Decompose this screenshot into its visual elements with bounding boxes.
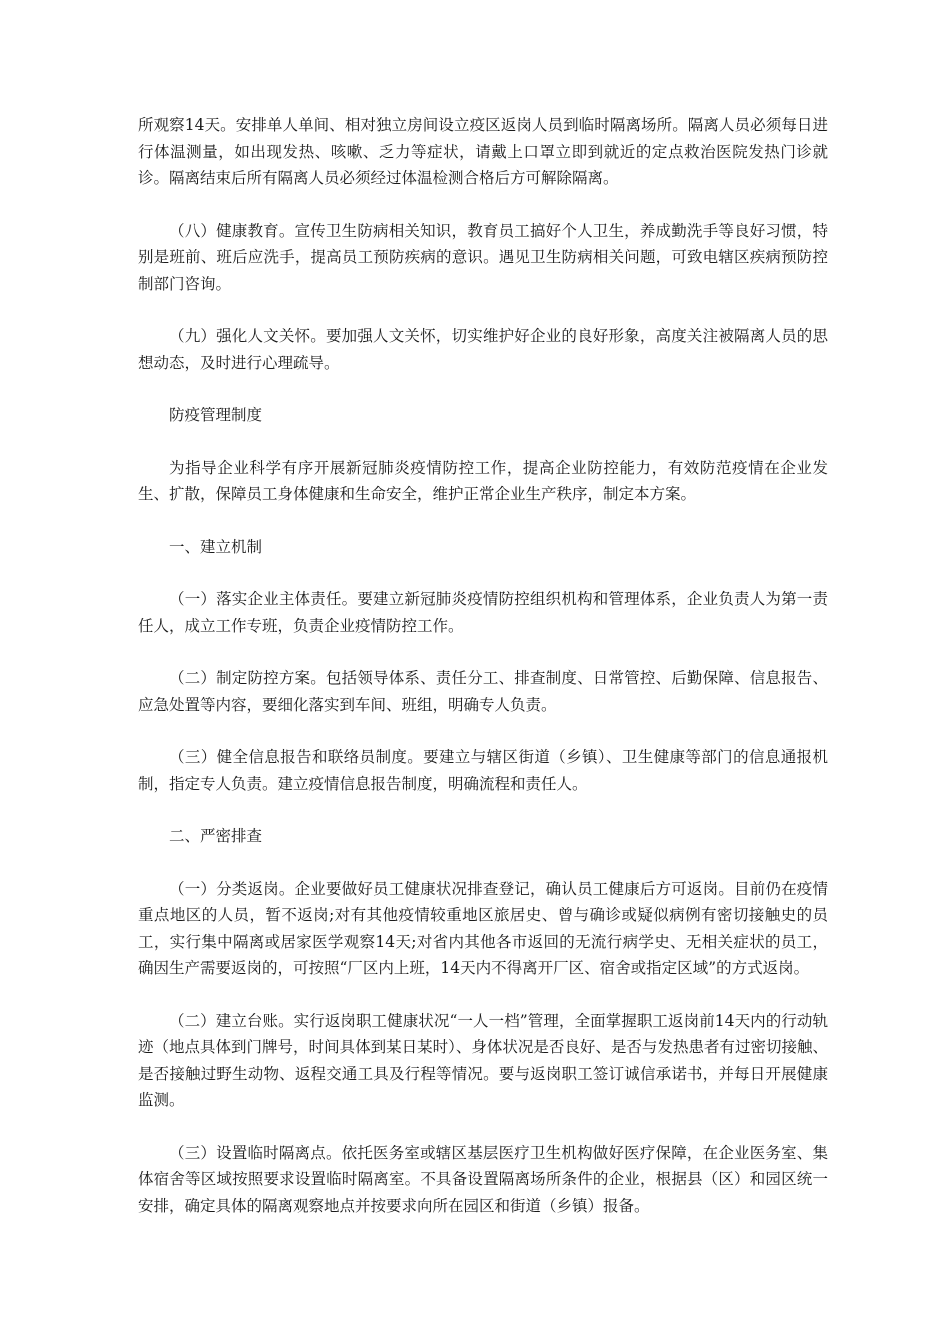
body-paragraph: （二）制定防控方案。包括领导体系、责任分工、排查制度、日常管控、后勤保障、信息报告、应急处置等内容，要细化落实到车间、班组，明确专人负责。 xyxy=(138,669,828,714)
section-heading: 二、严密排查 xyxy=(169,827,263,845)
body-paragraph: （九）强化人文关怀。要加强人文关怀，切实维护好企业的良好形象，高度关注被隔离人员的思想动态，及时进行心理疏导。 xyxy=(138,327,828,372)
document-page xyxy=(138,112,828,1245)
section-heading: 一、建立机制 xyxy=(169,537,263,556)
body-paragraph: （三）设置临时隔离点。依托医务室或辖区基层医疗卫生机构做好医疗保障，在企业医务室、集体宿舍等区域按照要求设置临时隔离室。不具备设置隔离场所条件的企业，根据县（区）和园区统一安排，确定具体的隔离观察地点并按要求向所在园区和街道（乡镇）报备。 xyxy=(138,1143,828,1215)
body-paragraph: 为指导企业科学有序开展新冠肺炎疫情防控工作，提高企业防控能力，有效防范疫情在企业发生、扩散，保障员工身体健康和生命安全，维护正常企业生产秩序，制定本方案。 xyxy=(138,458,828,503)
body-paragraph: （三）健全信息报告和联络员制度。要建立与辖区街道（乡镇）、卫生健康等部门的信息通报机制，指定专人负责。建立疫情信息报告制度，明确流程和责任人。 xyxy=(138,748,828,793)
section-title: 防疫管理制度 xyxy=(169,406,263,424)
body-paragraph: （一）分类返岗。企业要做好员工健康状况排查登记，确认员工健康后方可返岗。目前仍在疫情重点地区的人员，暂不返岗;对有其他疫情较重地区旅居史、曾与确诊或疑似病例有密切接触史的员工，实行集中隔离或居家医学观察14天;对省内其他各市返回的无流行病学史、无相关症状的员工，确因生产需要返岗的，可按照“厂区内上班，14天内不得离开厂区、宿舍或指定区域”的方式返岗。 xyxy=(138,879,828,977)
body-paragraph: （八）健康教育。宣传卫生防病相关知识，教育员工搞好个人卫生，养成勤洗手等良好习惯，特别是班前、班后应洗手，提高员工预防疾病的意识。遇见卫生防病相关问题，可致电辖区疾病预防控制部门咨询。 xyxy=(138,221,828,293)
body-paragraph: （二）建立台账。实行返岗职工健康状况“一人一档”管理，全面掌握职工返岗前14天内的行动轨迹（地点具体到门牌号，时间具体到某日某时）、身体状况是否良好、是否与发热患者有过密切接触、是否接触过野生动物、返程交通工具及行程等情况。要与返岗职工签订诚信承诺书，并每日开展健康监测。 xyxy=(138,1011,828,1109)
body-paragraph: （一）落实企业主体责任。要建立新冠肺炎疫情防控组织机构和管理体系，企业负责人为第一责任人，成立工作专班，负责企业疫情防控工作。 xyxy=(138,590,828,635)
body-paragraph: 所观察14天。安排单人单间、相对独立房间设立疫区返岗人员到临时隔离场所。隔离人员必须每日进行体温测量，如出现发热、咳嗽、乏力等症状，请戴上口罩立即到就近的定点救治医院发热门诊就诊。隔离结束后所有隔离人员必须经过体温检测合格后方可解除隔离。 xyxy=(138,116,828,187)
